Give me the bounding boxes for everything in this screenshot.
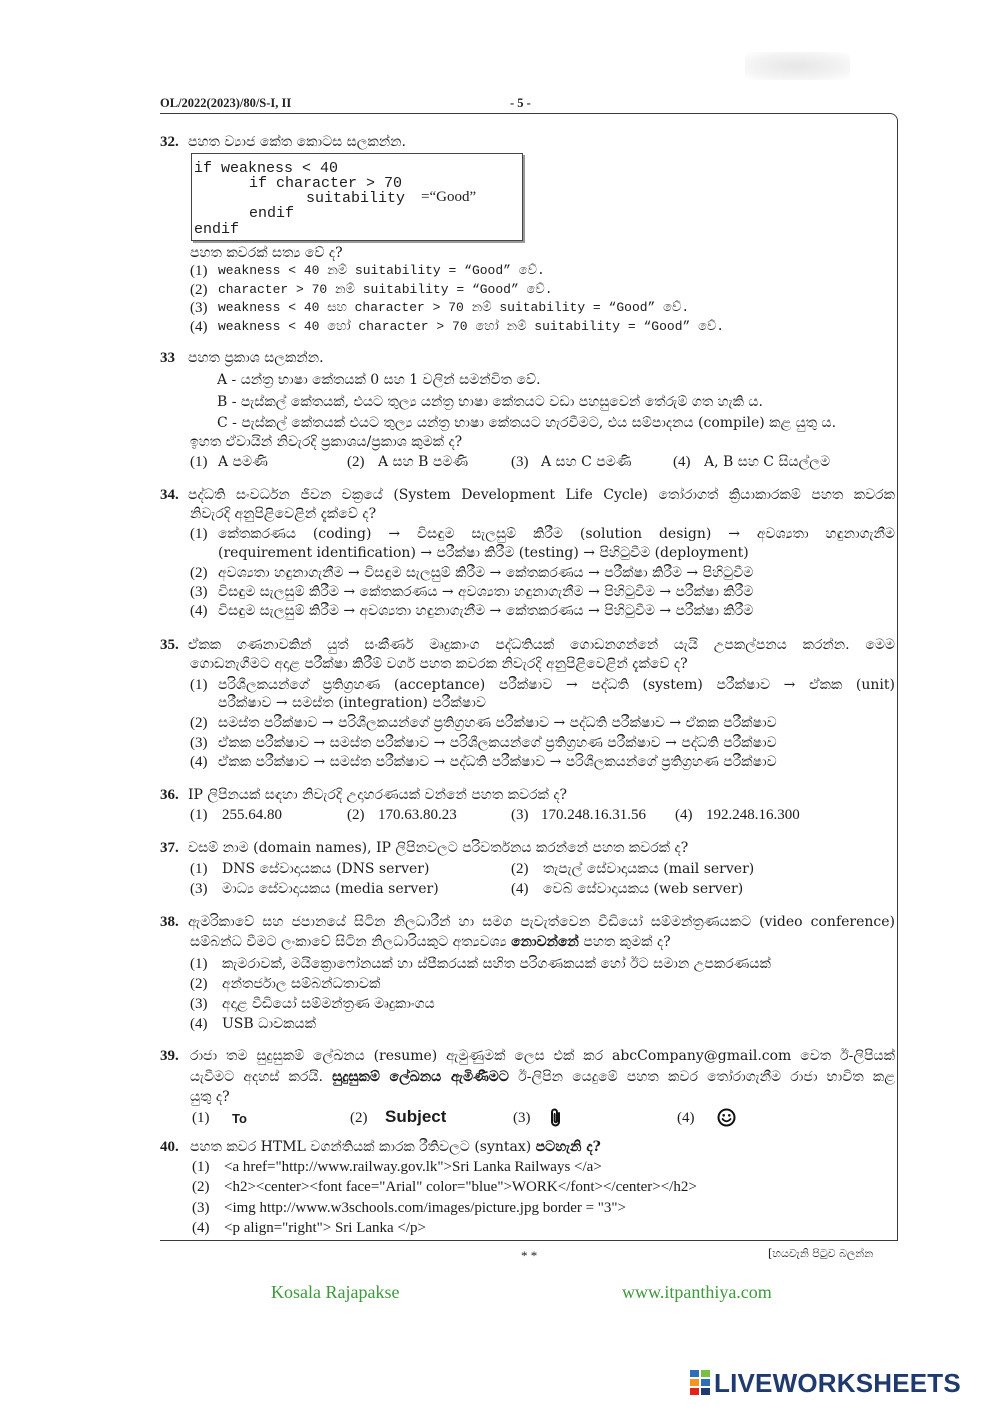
paperclip-icon [548, 1107, 564, 1129]
stem-emphasis: පටහැනි ද? [535, 1139, 601, 1155]
question-36-option-2: 170.63.80.23 [378, 807, 457, 823]
option-number: (2) [190, 282, 208, 298]
statement-c: C - පැස්කල් කේතයක් එයට තුල්‍ය යන්ත්‍ර භාෂා කේතයට හැරවීමට, එය සම්පාදනය (compile) කළ යුතු ය. [217, 415, 837, 431]
question-34-stem-line-1: පද්ධති සංවර්ධන ජීවන චක්‍රයේ (System Development Life Cycle) තෝරාගත් ක්‍රියාකාරකම් පහත කවරක [188, 487, 895, 503]
option-number: (3) [190, 996, 208, 1012]
question-37-option-3: මාධ්‍ය සේවාදායකය (media server) [222, 881, 439, 897]
question-35-option-2: සමස්ත පරීක්ෂාව → පරිශීලකයන්ගේ ප්‍රතිග්‍රහණ පරීක්ෂාව → පද්ධති පරීක්ෂාව → ඒකක පරීක්ෂාව [218, 715, 777, 731]
question-33-stem: පහත ප්‍රකාශ සලකන්න. [188, 350, 324, 366]
code-line-3-variable: suitability [306, 190, 406, 207]
stem-text: සම්බන්ධ වීමට ලංකාවේ සිටින නිලධාරියකුට අත්‍යවශ්‍ය [190, 934, 512, 950]
stem-text: යැවීමට අදහස් කරයි. [190, 1069, 333, 1085]
option-number: (1) [190, 956, 208, 972]
smiley-icon [717, 1108, 736, 1127]
option-number: (3) [511, 807, 529, 823]
option-number: (4) [192, 1220, 210, 1236]
next-page-note: [හයවැනි පිටුව බලන්න [768, 1247, 874, 1260]
option-number: (3) [513, 1110, 531, 1126]
question-34-option-4: විසඳුම සැලසුම් කිරීම → අවශ්‍යතා හඳුනාගැනීම → කේතකරණය → පිහිටුවීම → පරීක්ෂා කිරීම [218, 603, 754, 619]
option-number: (2) [190, 565, 208, 581]
question-32-stem: පහත ව්‍යාජ කේත කොටස සලකන්න. [188, 134, 406, 150]
question-35-stem-line-2: ගොඩනැගීමට අදාළ පරීක්ෂා කිරීම් වර්ග පහත කවරක නිවැරදි අනුපිළිවෙළින් දැක්වේ ද? [190, 656, 688, 672]
question-35-option-1-line-2: පරීක්ෂාව → සමස්ත (integration) පරීක්ෂාව [218, 695, 486, 711]
question-38-option-4: USB ධාවකයක් [222, 1016, 316, 1032]
option-number: (4) [190, 1016, 208, 1032]
question-32-prompt: පහත කවරක් සත්‍ය වේ ද? [190, 245, 343, 261]
option-number: (4) [511, 881, 529, 897]
question-34-option-3: විසඳුම සැලසුම් කිරීම → කේතකරණය → අවශ්‍යතා හඳුනාගැනීම → පිහිටුවීම → පරීක්ෂා කිරීම [218, 584, 754, 600]
code-line-1: if weakness < 40 [194, 160, 339, 177]
option-number: (2) [190, 976, 208, 992]
question-32-option-2: character > 70 නම් suitability = “Good” වේ. [218, 282, 553, 297]
question-37-stem: වසම් නාම (domain names), IP ලිපිනවලට පරිවර්තනය කරන්නේ පහත කවරක් ද? [188, 840, 689, 856]
option-number: (4) [190, 754, 208, 770]
question-40-option-4: <p align="right"> Sri Lanka </p> [224, 1220, 427, 1236]
option-number: (1) [190, 526, 208, 542]
question-36-stem: IP ලිපිනයක් සඳහා නිවැරදි උදාහරණයක් වන්නේ පහත කවරක් ද? [188, 787, 568, 803]
question-34-option-1-line-2: (requirement identification) → පරීක්ෂා කිරීම (testing) → පිහිටුවීම (deployment) [218, 545, 749, 561]
liveworksheets-logo-icon [690, 1370, 710, 1395]
option-number: (1) [192, 1159, 210, 1175]
pseudocode-box [191, 153, 523, 241]
option-number: (1) [190, 861, 208, 877]
question-37-option-1: DNS සේවාදායකය (DNS server) [222, 861, 430, 877]
question-32-option-1: weakness < 40 නම් suitability = “Good” වේ. [218, 263, 545, 278]
question-33-option-3: A සහ C පමණි [541, 454, 632, 470]
question-33-option-2: A සහ B පමණි [378, 454, 469, 470]
question-35-option-3: ඒකක පරීක්ෂාව → සමස්ත පරීක්ෂාව → පරිශීලකයන්ගේ ප්‍රතිග්‍රහණ පරීක්ෂාව → පද්ධති පරීක්ෂාව [218, 735, 777, 751]
question-number-35: 35. [160, 637, 179, 653]
question-35-stem-line-1: ඒකක ගණනාවකින් යුත් සංකීර්ණ මෘදුකාංග පද්ධතියක් ගොඩනගන්නේ යැයි උපකල්පනය කරන්න. මෙම [188, 637, 895, 653]
question-number-40: 40. [160, 1139, 179, 1155]
question-37-option-2: තැපැල් සේවාදායකය (mail server) [543, 861, 755, 877]
question-35-option-1-line-1: පරිශීලකයන්ගේ ප්‍රතිග්‍රහණ (acceptance) පරීක්ෂාව → පද්ධති (system) පරීක්ෂාව → ඒකක (unit) [218, 677, 895, 693]
statement-a: A - යන්ත්‍ර භාෂා කේතයක් 0 සහ 1 වලින් සමන්විත වේ. [217, 372, 541, 388]
option-number: (2) [350, 1110, 368, 1126]
question-number-38: 38. [160, 914, 179, 930]
question-number-39: 39. [160, 1048, 179, 1064]
option-number: (3) [192, 1200, 210, 1216]
question-33-prompt: ඉහත ඒවායින් නිවැරදි ප්‍රකාශය/ප්‍රකාශ කුමක් ද? [190, 434, 463, 450]
question-number-34: 34. [160, 487, 179, 503]
option-number: (4) [673, 454, 691, 470]
option-number: (1) [190, 807, 208, 823]
option-number: (4) [190, 603, 208, 619]
option-number: (2) [192, 1179, 210, 1195]
option-number: (1) [190, 677, 208, 693]
option-number: (1) [190, 454, 208, 470]
stem-text: පහත කවර HTML වගන්තියක් කාරක රීතිවලට (syntax) [190, 1139, 536, 1155]
option-number: (2) [511, 861, 529, 877]
code-line-2: if character > 70 [249, 175, 403, 192]
end-marker: * * [521, 1248, 538, 1263]
code-line-4: endif [249, 205, 295, 222]
stem-text: ඊ-ලිපින යෙදුමේ පහත කවර තෝරාගැනීම රාජා භාවිත කළ [508, 1069, 895, 1085]
stem-emphasis: සුදුසුකම් ලේඛනය ඇමිණීමට [332, 1069, 509, 1085]
question-39-stem-line-1: රාජා තම සුදුසුකම් ලේඛනය (resume) ඇමුණුමක් ලෙස එක් කර abcCompany@gmail.com වෙත ඊ-ලිපියක් [190, 1048, 895, 1064]
question-38-option-3: අදාළ වීඩියෝ සම්මන්ත්‍රණ මෘදුකාංගය [222, 996, 435, 1012]
option-number: (1) [190, 263, 208, 279]
question-34-option-1-line-1: කේතකරණය (coding) → විසඳුම සැලසුම් කිරීම (solution design) → අවශ්‍යතා හඳුනාගැනීම [218, 526, 895, 542]
stem-text: පහත කුමක් ද? [578, 934, 671, 950]
stem-emphasis: නොවන්නේ [511, 934, 579, 950]
question-38-option-2: අන්තර්ජාල සම්බන්ධතාවක් [222, 976, 381, 992]
option-number: (2) [190, 715, 208, 731]
question-36-option-3: 170.248.16.31.56 [541, 807, 646, 823]
option-number: (3) [190, 300, 208, 316]
option-number: (2) [347, 807, 365, 823]
question-34-option-2: අවශ්‍යතා හඳුනාගැනීම → විසඳුම සැලසුම් කිරීම → කේතකරණය → පරීක්ෂා කිරීම → පිහිටුවීම [218, 565, 754, 581]
option-number: (1) [192, 1110, 210, 1126]
website-credit: www.itpanthiya.com [622, 1282, 772, 1302]
option-number: (2) [347, 454, 365, 470]
option-number: (3) [190, 881, 208, 897]
option-number: (4) [677, 1110, 695, 1126]
question-number-37: 37. [160, 840, 179, 856]
question-40-stem [190, 1138, 895, 1156]
option-number: (4) [190, 319, 208, 335]
question-36-option-1: 255.64.80 [222, 807, 282, 823]
question-number-32: 32. [160, 134, 179, 150]
paper-code: OL/2022(2023)/80/S-I, II [160, 96, 292, 110]
question-35-option-4: ඒකක පරීක්ෂාව → සමස්ත පරීක්ෂාව → පද්ධති පරීක්ෂාව → පරිශීලකයන්ගේ ප්‍රතිග්‍රහණ පරීක්ෂාව [218, 754, 777, 770]
question-39-option-to: To [232, 1111, 247, 1126]
question-37-option-4: වෙබ් සේවාදායකය (web server) [543, 881, 744, 897]
question-36-option-4: 192.248.16.300 [706, 807, 800, 823]
question-number-33: 33 [160, 350, 175, 366]
author-credit: Kosala Rajapakse [271, 1282, 400, 1302]
question-32-option-3: weakness < 40 සහ character > 70 නම් suitability = “Good” වේ. [218, 300, 690, 315]
question-39-stem-line-3: යුතු ද? [190, 1089, 230, 1105]
question-32-option-4: weakness < 40 හෝ character > 70 හෝ නම් suitability = “Good” වේ. [218, 319, 725, 334]
question-40-option-3: <img http://www.w3schools.com/images/picture.jpg border = "3"> [224, 1200, 627, 1216]
question-33-option-1: A පමණි [218, 454, 268, 470]
liveworksheets-logo-text: LIVEWORKSHEETS [714, 1368, 961, 1398]
question-38-option-1: කැමරාවක්, මයික්‍රොෆෝනයක් හා ස්පීකරයක් සහිත පරිගණකයක් හෝ ඊට සමාන උපකරණයක් [222, 956, 771, 972]
question-39-stem-line-2 [190, 1068, 895, 1086]
option-number: (4) [675, 807, 693, 823]
option-number: (3) [190, 584, 208, 600]
option-number: (3) [190, 735, 208, 751]
page-number: - 5 - [510, 96, 531, 110]
question-40-option-1: <a href="http://www.railway.gov.lk">Sri Lanka Railways </a> [224, 1159, 602, 1175]
question-number-36: 36. [160, 787, 179, 803]
faint-stamp [745, 52, 850, 80]
statement-b: B - පැස්කල් කේතයක්, එයට තුල්‍ය යන්ත්‍ර භාෂා කේතයට වඩා පහසුවෙන් තේරුම් ගත හැකි ය. [217, 394, 763, 410]
question-40-option-2: <h2><center><font face="Arial" color="blue">WORK</font></center></h2> [224, 1179, 697, 1195]
question-33-option-4: A, B සහ C සියල්ලම [704, 454, 831, 470]
question-39-option-subject: Subject [385, 1107, 447, 1126]
code-line-3-value: =“Good” [421, 189, 477, 205]
option-number: (3) [511, 454, 529, 470]
question-34-stem-line-2: නිවැරදි අනුපිළිවෙළින් දැක්වේ ද? [190, 506, 377, 522]
code-line-5: endif [194, 221, 240, 238]
question-38-stem-line-2 [190, 933, 895, 951]
question-38-stem-line-1: ඇමරිකාවේ සහ ජපානයේ සිටින නිලධාරීන් හා සමග පැවැත්වෙන වීඩියෝ සම්මන්ත්‍රණයකට (video conference) [188, 914, 895, 930]
